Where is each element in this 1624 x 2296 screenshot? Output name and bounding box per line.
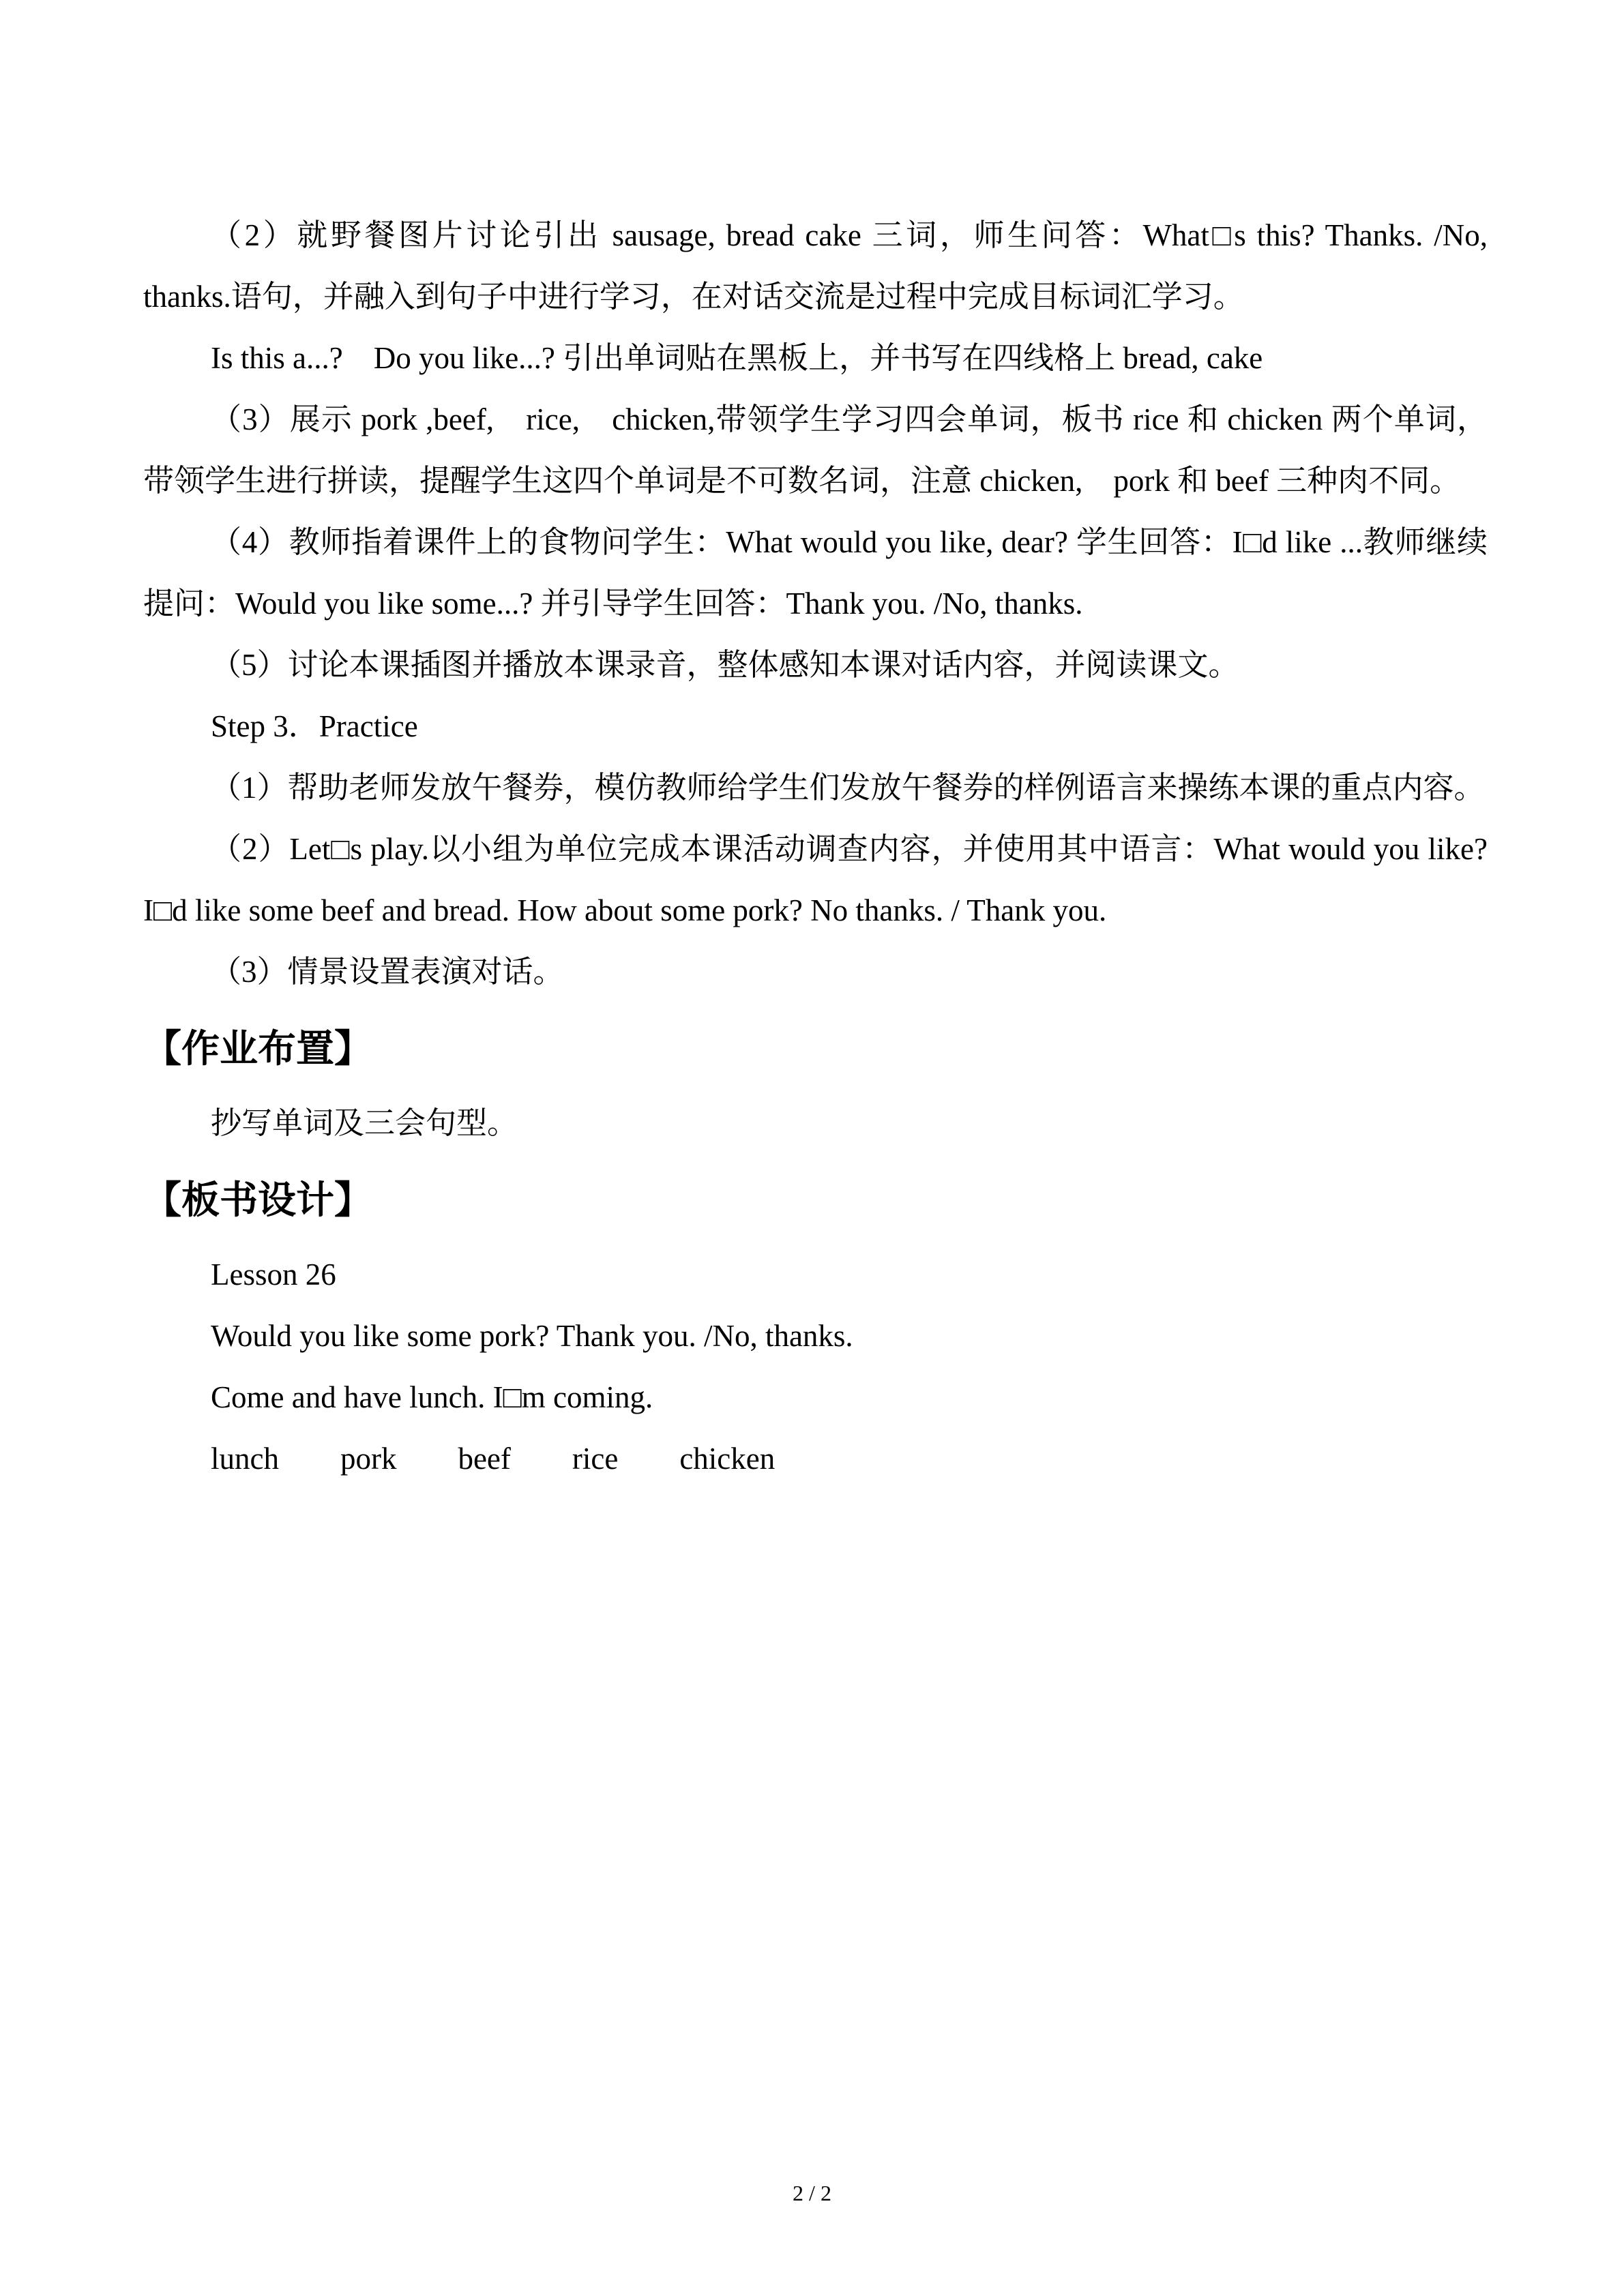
section-heading-homework: 【作业布置】 — [143, 1027, 372, 1070]
paragraph-step3-item1: （1）帮助老师发放午餐券，模仿教师给学生们发放午餐券的样例语言来操练本课的重点内容。 — [211, 771, 1485, 805]
paragraph-step2-item4: （4）教师指着课件上的食物问学生：What would you like, dear? 学生回答：I□d like ...教师继续提问：Would you like some...? 并引导学生回答：Thank you. /No, thanks. — [143, 525, 1488, 621]
paragraph-board-words: lunch pork beef rice chicken — [211, 1442, 776, 1476]
paragraph-step3-item3: （3）情景设置表演对话。 — [211, 955, 564, 989]
paragraph-step2-item2: （2）就野餐图片讨论引出 sausage, bread cake 三词，师生问答：What□s this? Thanks. /No, thanks.语句，并融入到句子中进行学习，在对话交流是过程中完成目标词汇学习。 — [143, 218, 1488, 314]
paragraph-board-sentence-2: Come and have lunch. I□m coming. — [211, 1380, 653, 1414]
paragraph-step2-item3: （3）展示 pork ,beef, rice, chicken,带领学生学习四会单词，板书 rice 和 chicken 两个单词，带领学生进行拼读，提醒学生这四个单词是不可数名词，注意 chicken, pork 和 beef 三种肉不同。 — [143, 402, 1488, 498]
paragraph-sentence-patterns: Is this a...? Do you like...? 引出单词贴在黑板上，并书写在四线格上 bread, cake — [211, 341, 1263, 375]
paragraph-homework: 抄写单词及三会句型。 — [211, 1106, 518, 1140]
paragraph-step3-title: Step 3．Practice — [211, 709, 418, 743]
paragraph-board-sentence-1: Would you like some pork? Thank you. /No, thanks. — [211, 1319, 853, 1353]
page-number: 2 / 2 — [793, 2181, 831, 2205]
paragraph-lesson-number: Lesson 26 — [211, 1257, 336, 1292]
paragraph-step3-item2: （2）Let□s play.以小组为单位完成本课活动调查内容，并使用其中语言：What would you like? I□d like some beef and bread. How about some pork? No thanks. / Thank you. — [143, 832, 1488, 927]
paragraph-step2-item5: （5）讨论本课插图并播放本课录音，整体感知本课对话内容，并阅读课文。 — [211, 648, 1239, 682]
section-heading-board-design: 【板书设计】 — [143, 1178, 372, 1221]
